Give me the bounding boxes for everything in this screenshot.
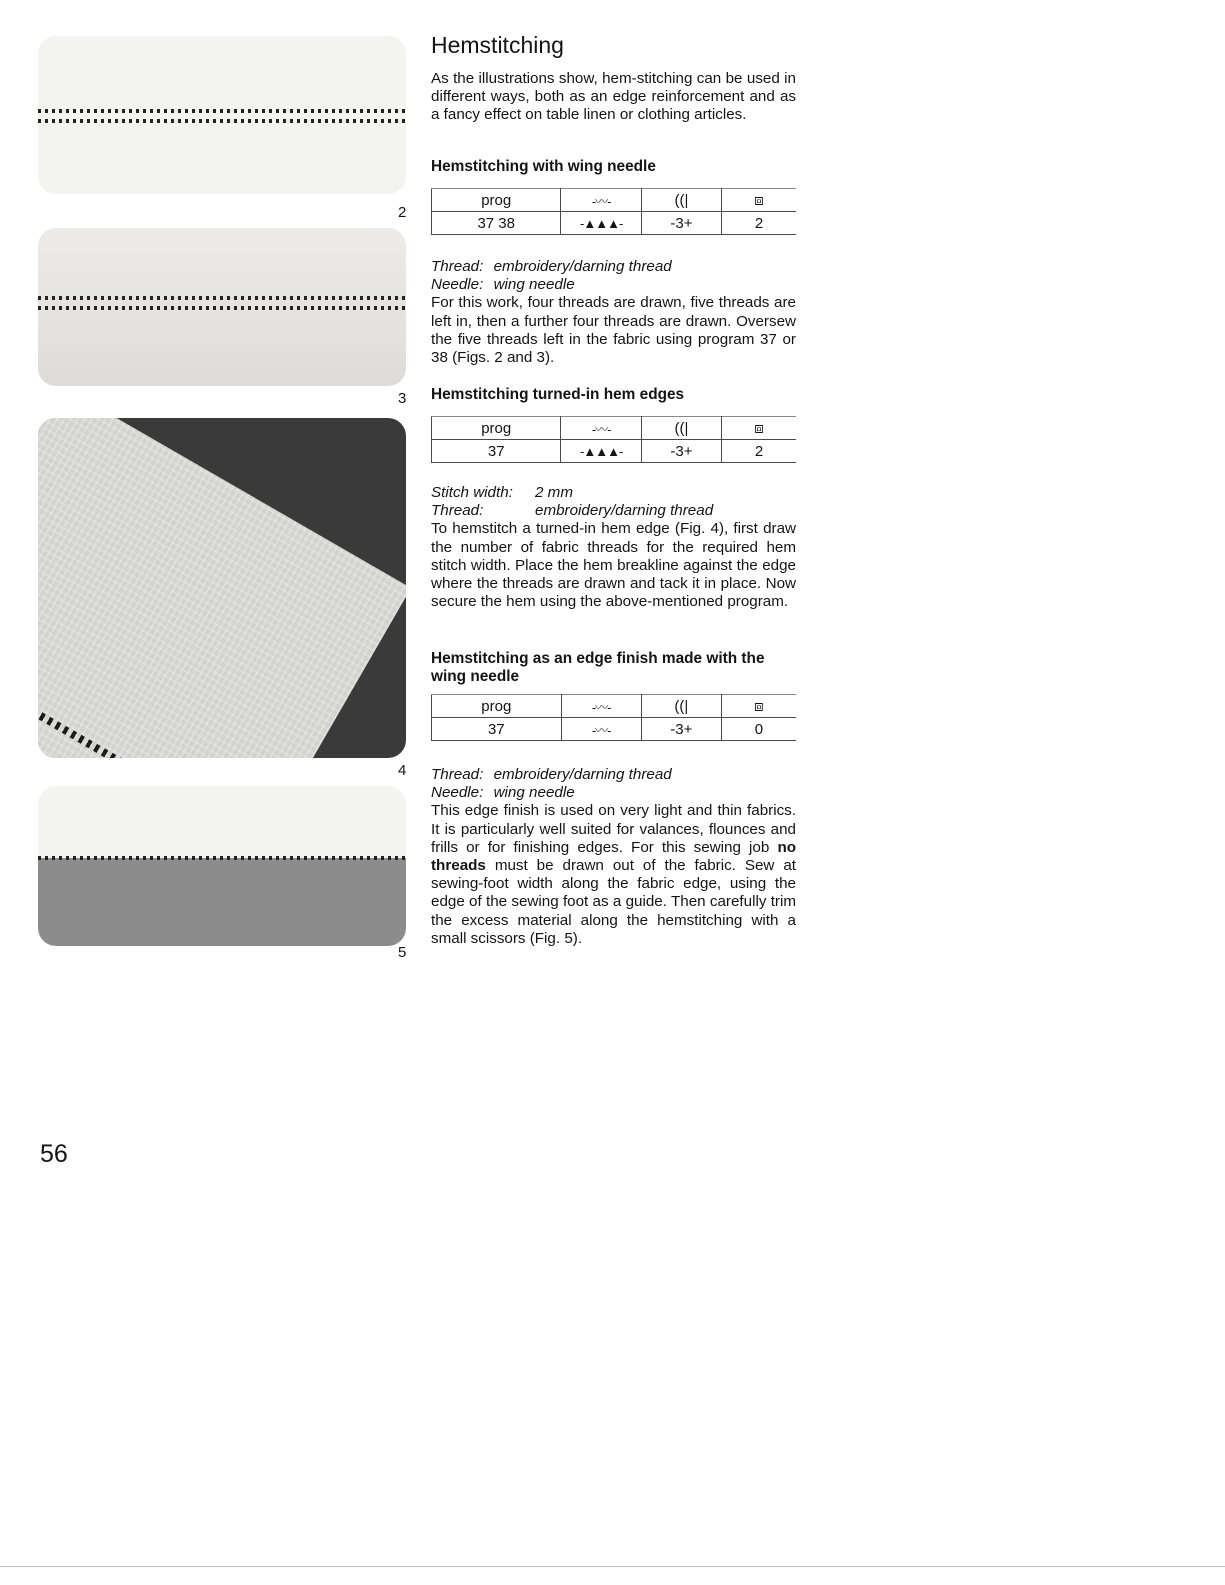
section-2-text — [431, 484, 796, 611]
settings-table — [431, 416, 796, 463]
note-value: embroidery/darning thread — [493, 766, 672, 783]
presser-foot-icon-glyph: ⧈ — [754, 697, 764, 715]
stitch-pattern-icon — [561, 417, 641, 440]
needle-position-icon-glyph: ((| — [674, 191, 689, 209]
stitch-pattern-icon — [561, 695, 641, 718]
note-line — [431, 258, 796, 276]
prog-header: prog — [432, 189, 561, 212]
stitch-row — [38, 119, 406, 123]
prog-header: prog — [432, 417, 561, 440]
section-1-text — [431, 258, 796, 367]
figure-number: 5 — [398, 944, 407, 961]
needle-position-icon — [641, 417, 721, 440]
body-text: This edge finish is used on very light and thin fabrics. It is particularly well suited for valances, flounces and frills or for finishing edges. For this sewing job — [431, 802, 796, 856]
stitch-pattern-value — [561, 212, 641, 235]
figure-1-hemstitch-photo — [38, 36, 406, 194]
intro-column — [431, 70, 796, 125]
prog-value: 37 — [432, 718, 562, 741]
needle-position-value: -3+ — [641, 718, 721, 741]
note-value: embroidery/darning thread — [535, 502, 714, 520]
linen-cloth — [38, 418, 406, 758]
note-value: embroidery/darning thread — [493, 258, 672, 275]
stitch-pattern-icon — [561, 189, 641, 212]
emphasis-text: no threads — [431, 838, 796, 875]
stitch-row — [38, 109, 406, 113]
stitch-pattern-value-glyph: -〰- — [591, 722, 611, 738]
prog-header: prog — [432, 695, 562, 718]
needle-position-icon — [641, 695, 721, 718]
presser-foot-icon — [721, 695, 796, 718]
note-label: Needle: — [431, 784, 484, 802]
section-3-text — [431, 766, 796, 948]
section-heading: Hemstitching turned-in hem edges — [431, 386, 685, 403]
note-value: wing needle — [493, 276, 575, 294]
settings-table — [431, 188, 796, 235]
body-text: must be drawn out of the fabric. Sew at sewing-foot width along the fabric edge, using the edge of the sewing foot as a guide. Then carefully trim the excess material along the hemstitching with a small scissors (Fig. 5). — [431, 857, 796, 947]
note-line — [431, 784, 796, 802]
settings-table — [431, 694, 796, 741]
presser-foot-icon — [721, 417, 796, 440]
stitch-pattern-value-glyph: -▲▲▲- — [580, 215, 623, 231]
presser-foot-value: 2 — [721, 212, 796, 235]
needle-position-icon — [641, 189, 721, 212]
needle-position-icon-glyph: ((| — [674, 697, 689, 715]
figure-number: 3 — [398, 390, 407, 407]
stitch-pattern-value-glyph: -▲▲▲- — [580, 443, 623, 459]
presser-foot-icon-glyph: ⧈ — [754, 191, 764, 209]
stitch-row — [38, 856, 406, 860]
presser-foot-icon — [721, 189, 796, 212]
section-heading-line: wing needle — [431, 668, 520, 686]
note-label: Stitch width: — [431, 484, 513, 501]
presser-foot-icon-glyph: ⧈ — [754, 419, 764, 437]
stitch-pattern-icon-glyph: -〰- — [591, 421, 611, 437]
note-line — [431, 502, 796, 520]
stitch-row — [38, 296, 406, 300]
bottom-rule — [0, 1566, 1225, 1567]
stitch-pattern-value — [561, 440, 641, 463]
figure-2-hemstitch-photo — [38, 228, 406, 386]
figure-3-turned-hem-photo — [38, 418, 406, 758]
note-line — [431, 484, 796, 502]
needle-position-value: -3+ — [641, 212, 721, 235]
section-body — [431, 802, 796, 948]
note-label: Thread: — [431, 502, 484, 520]
note-value: wing needle — [493, 784, 575, 802]
section-3 — [431, 650, 796, 686]
note-label: Needle: — [431, 276, 484, 294]
figure-number: 4 — [398, 762, 407, 779]
note-line — [431, 276, 796, 294]
stitch-pattern-icon-glyph: -〰- — [591, 193, 611, 209]
prog-value: 37 — [432, 440, 561, 463]
stitch-row — [38, 306, 406, 310]
prog-value: 37 38 — [432, 212, 561, 235]
figure-4-edge-finish-photo — [38, 786, 406, 946]
page-number: 56 — [40, 1140, 68, 1168]
stitch-pattern-value — [561, 718, 641, 741]
presser-foot-value: 0 — [721, 718, 796, 741]
section-1 — [431, 158, 796, 176]
section-heading: Hemstitching with wing needle — [431, 158, 656, 175]
needle-position-icon-glyph: ((| — [674, 419, 689, 437]
section-body: For this work, four threads are drawn, five threads are left in, then a further four threads are drawn. Oversew the five threads left in the fabric using program 37 or 38 (Figs. 2 and 3). — [431, 294, 796, 367]
presser-foot-value: 2 — [721, 440, 796, 463]
note-label: Thread: — [431, 766, 484, 783]
note-label: Thread: — [431, 258, 484, 275]
note-value: 2 mm — [535, 484, 573, 501]
intro-paragraph: As the illustrations show, hem-stitching can be used in different ways, both as an edge reinforcement and as a fancy effect on table linen or clothing articles. — [431, 70, 796, 124]
section-heading-line: Hemstitching as an edge finish made with the — [431, 650, 765, 667]
note-line — [431, 766, 796, 784]
section-body: To hemstitch a turned-in hem edge (Fig. 4), first draw the number of fabric threads for the required hem stitch width. Place the hem breakline against the edge where the threads are drawn and tack it in place. Now secure the hem using the above-mentioned program. — [431, 520, 796, 611]
section-2 — [431, 386, 796, 404]
figure-number: 2 — [398, 204, 407, 221]
stitch-pattern-icon-glyph: -〰- — [591, 699, 611, 715]
page-title: Hemstitching — [431, 32, 564, 58]
hem-stitching — [38, 591, 265, 758]
needle-position-value: -3+ — [641, 440, 721, 463]
